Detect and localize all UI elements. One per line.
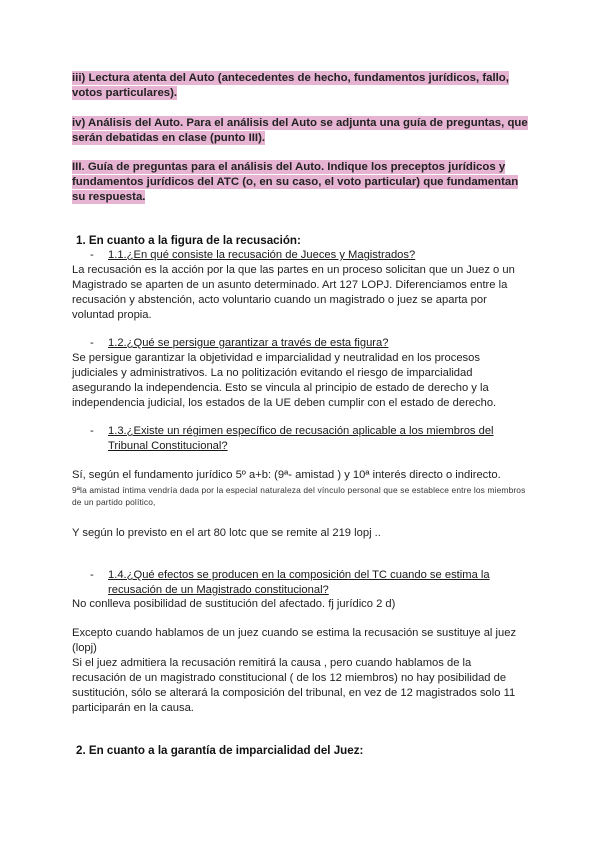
answer-1-4-line3: Si el juez admitiera la recusación remitirá la causa , pero cuando hablamos de la recusación de un magistrado constitucional ( de los 12 miembros) no hay posibilidad de sustitución, sólo se alterará la composición del tribunal, en vez de 12 magistrados solo 11 participarán en la causa. — [72, 657, 516, 714]
question-1-2-text: 1.2.¿Qué se persigue garantizar a través de esta figura? — [108, 337, 389, 349]
question-1-3-text: 1.3.¿Existe un régimen específico de recusación aplicable a los miembros del Tribunal Constitucional? — [108, 425, 494, 452]
bullet-dash: - — [90, 249, 94, 261]
answer-1-2: Se persigue garantizar la objetividad e imparcialidad y neutralidad en los procesos judiciales y administrativos. La no politización evitando el riesgo de imparcialidad asegurando la independencia. Esto se vincula al principio de estado de derecho y la independencia judicial, los estados de la UE deben cumplir con el estado de derecho. — [72, 352, 497, 409]
answer-1-3-line3: Y según lo previsto en el art 80 lotc que se remite al 219 lopj .. — [72, 527, 381, 539]
bullet-dash: - — [90, 337, 94, 349]
answer-1-3-line1: Sí, según el fundamento jurídico 5º a+b: (9ª- amistad ) y 10ª interés directo o indirecto. — [72, 469, 501, 481]
section-iv-highlight — [72, 116, 528, 146]
question-1-4-text: 1.4.¿Qué efectos se producen en la composición del TC cuando se estima la recusación de un Magistrado constitucional? — [108, 569, 490, 596]
bullet-dash: - — [90, 425, 94, 437]
part1-heading: 1. En cuanto a la figura de la recusación: — [76, 234, 301, 247]
section-III-text: III. Guía de preguntas para el análisis del Auto. Indique los preceptos jurídicos y fundamentos jurídicos del ATC (o, en su caso, el voto particular) que fundamentan su respuesta. — [72, 161, 519, 203]
part2-heading: 2. En cuanto a la garantía de imparcialidad del Juez: — [76, 744, 364, 757]
answer-1-4-line1: No conlleva posibilidad de sustitución del afectado. fj jurídico 2 d) — [72, 598, 396, 610]
bullet-dash: - — [90, 569, 94, 581]
section-iii-text: iii) Lectura atenta del Auto (antecedentes de hecho, fundamentos jurídicos, fallo, votos particulares). — [72, 72, 509, 99]
question-1-1-text: 1.1.¿En qué consiste la recusación de Jueces y Magistrados? — [108, 249, 416, 261]
answer-1-3-note: 9ªla amistad íntima vendría dada por la especial naturaleza del vínculo personal que se establece entre los miembros de un partido político, — [72, 485, 526, 507]
answer-1-4-line2: Excepto cuando hablamos de un juez cuando se estima la recusación se sustituye al juez (lopj) — [72, 627, 517, 654]
section-III-highlight — [72, 160, 528, 205]
answer-1-1: La recusación es la acción por la que las partes en un proceso solicitan que un Juez o un Magistrado se aparten de un asunto determinado. Art 127 LOPJ. Diferenciamos entre la recusación y abstención, acto voluntario cuando un magistrado o juez se aparta por voluntad propia. — [72, 264, 515, 321]
section-iii-highlight — [72, 71, 528, 101]
section-iv-text: iv) Análisis del Auto. Para el análisis del Auto se adjunta una guía de preguntas, que serán debatidas en clase (punto III). — [72, 117, 528, 144]
